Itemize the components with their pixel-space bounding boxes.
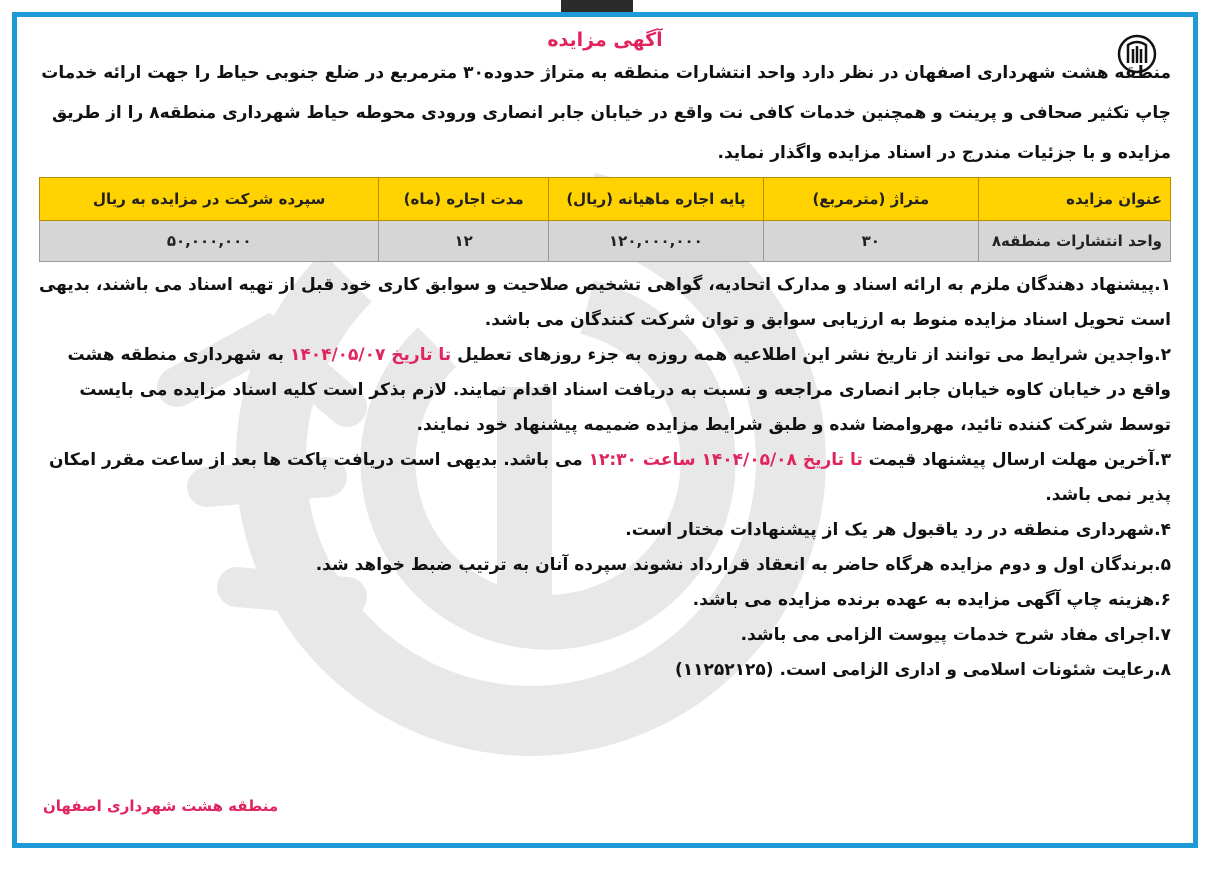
header-auction-title: عنوان مزایده — [978, 178, 1170, 221]
notice-content — [39, 23, 1171, 688]
conditions-list — [39, 268, 1171, 688]
header-monthly-rent: پایه اجاره ماهیانه (ریال) — [548, 178, 763, 221]
condition-item-3 — [39, 443, 1171, 513]
condition-item-7: ۷.اجرای مفاد شرح خدمات پیوست الزامی می باشد. — [740, 625, 1171, 645]
auction-table — [39, 177, 1171, 262]
condition-item-5: ۵.برندگان اول و دوم مزایده هرگاه حاضر به انعقاد قرارداد نشوند سپرده آنان به ترتیب ضبط خواهد شد. — [315, 555, 1171, 575]
notice-frame — [12, 12, 1198, 848]
table-row — [40, 221, 1171, 262]
table-header-row — [40, 178, 1171, 221]
condition-3-text-start: ۳.آخرین مهلت ارسال پیشنهاد قیمت — [862, 450, 1171, 470]
condition-item-6: ۶.هزینه چاپ آگهی مزایده به عهده برنده مزایده می باشد. — [692, 590, 1171, 610]
cell-auction-title: واحد انتشارات منطقه۸ — [978, 221, 1170, 262]
condition-2-text-start: ۲.واجدین شرایط می توانند از تاریخ نشر این اطلاعیه همه روزه به جزء روزهای تعطیل — [451, 345, 1171, 365]
condition-item-1: ۱.پیشنهاد دهندگان ملزم به ارائه اسناد و مدارک اتحادیه، گواهی تشخیص صلاحیت و سوابق کاری خود قبل از تهیه اسناد می باشند، بدیهی است تحویل اسناد مزایده منوط به ارزیابی سوابق و توان شرکت کنندگان می باشد. — [38, 275, 1171, 330]
condition-2-text-end: به شهرداری منطقه هشت واقع در خیابان کاوه خیابان جابر انصاری مراجعه و نسبت به دریافت اسناد اقدام نمایند. لازم بذکر است کلیه اسناد مزایده می بایست توسط شرکت کننده تائید، مهروامضا شده و طبق شرایط مزایده ضمیمه پیشنهاد خود نمایند. — [67, 345, 1171, 435]
cell-monthly-rent: ۱۲۰,۰۰۰,۰۰۰ — [548, 221, 763, 262]
condition-item-2 — [39, 338, 1171, 443]
header-area: متراژ (مترمربع) — [763, 178, 978, 221]
condition-3-deadline: تا تاریخ ۱۴۰۴/۰۵/۰۸ ساعت ۱۲:۳۰ — [588, 450, 863, 470]
signature: منطقه هشت شهرداری اصفهان — [43, 797, 279, 815]
cell-area: ۳۰ — [763, 221, 978, 262]
condition-item-8: ۸.رعایت شئونات اسلامی و اداری الزامی است. (۱۱۲۵۲۱۲۵) — [675, 660, 1171, 680]
cell-lease-duration: ۱۲ — [379, 221, 549, 262]
header-lease-duration: مدت اجاره (ماه) — [379, 178, 549, 221]
cell-deposit: ۵۰,۰۰۰,۰۰۰ — [40, 221, 379, 262]
notice-intro: منطقه هشت شهرداری اصفهان در نظر دارد واحد انتشارات منطقه به متراژ حدوده۳۰ مترمربع در ضلع جنوبی حیاط را جهت ارائه خدمات چاپ تکثیر صحافی و پرینت و همچنین خدمات کافی نت واقع در خیابان جابر انصاری ورودی محوطه حیاط شهرداری منطقه۸ را از طریق مزایده و با جزئیات مندرج در اسناد مزایده واگذار نماید. — [41, 63, 1171, 163]
notice-title: آگهی مزایده — [547, 29, 663, 51]
condition-3-text-end: می باشد. بدیهی است دریافت پاکت ها بعد از ساعت مقرر امکان پذیر نمی باشد. — [48, 450, 1171, 505]
condition-2-deadline: تا تاریخ ۱۴۰۴/۰۵/۰۷ — [289, 345, 452, 365]
header-deposit: سپرده شرکت در مزایده به ریال — [40, 178, 379, 221]
condition-item-4: ۴.شهرداری منطقه در رد یاقبول هر یک از پیشنهادات مختار است. — [625, 520, 1171, 540]
